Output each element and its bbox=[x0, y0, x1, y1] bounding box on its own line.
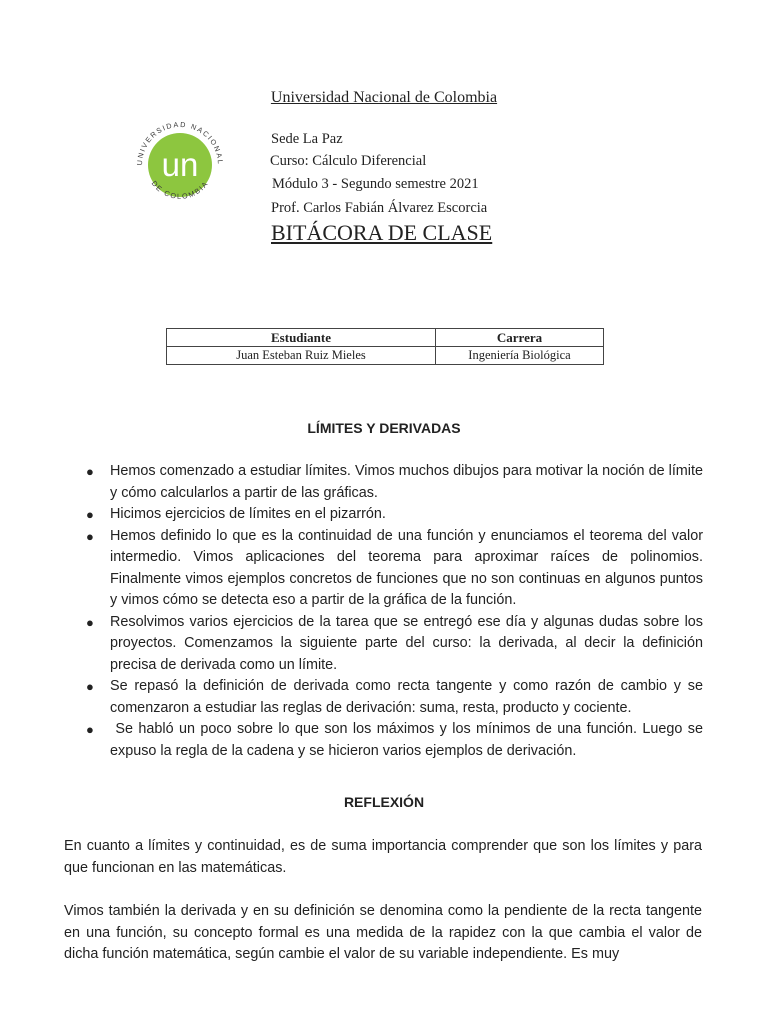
bullet-dot-icon: ● bbox=[86, 722, 94, 737]
document-title: BITÁCORA DE CLASE bbox=[271, 220, 493, 245]
table-header-row bbox=[167, 329, 604, 347]
logo-ring-top: UNIVERSIDAD NACIONAL bbox=[134, 119, 226, 166]
logo-ring-bottom: DE COLOMBIA bbox=[149, 178, 211, 201]
university-logo bbox=[128, 113, 232, 217]
bullet-dot-icon: ● bbox=[86, 464, 94, 479]
student-name-cell: Juan Esteban Ruiz Mieles bbox=[167, 347, 436, 365]
bullet-dot-icon: ● bbox=[86, 614, 94, 630]
table-row bbox=[167, 347, 604, 365]
reflection-paragraph: En cuanto a límites y continuidad, es de suma importancia comprender que son los límites y para que funcionan en las matemáticas. bbox=[64, 838, 702, 876]
limits-bullet-list bbox=[86, 461, 707, 762]
bullet-dot-icon: ● bbox=[86, 507, 94, 522]
logo-monogram: un bbox=[161, 146, 199, 183]
sede-label: Sede La Paz bbox=[271, 131, 343, 147]
list-item-text: Hemos comenzado a estudiar límites. Vimos muchos dibujos para motivar la noción de límite y cómo calcularlos a partir de las gráficas. bbox=[110, 463, 703, 501]
list-item bbox=[86, 461, 703, 504]
list-item-text: Hicimos ejercicios de límites en el pizarrón. bbox=[110, 506, 386, 522]
list-item bbox=[86, 526, 703, 612]
bullet-dot-icon: ● bbox=[86, 528, 94, 544]
list-item bbox=[86, 504, 703, 526]
student-table bbox=[166, 328, 604, 365]
list-item bbox=[86, 719, 707, 762]
university-title: Universidad Nacional de Colombia bbox=[270, 89, 498, 106]
career-cell: Ingeniería Biológica bbox=[436, 347, 604, 365]
bullet-dot-icon: ● bbox=[86, 679, 94, 694]
table-header-career: Carrera bbox=[436, 329, 604, 347]
list-item bbox=[86, 612, 703, 677]
course-label: Curso: Cálculo Diferencial bbox=[270, 153, 427, 169]
list-item bbox=[86, 676, 703, 719]
list-item-text: Se repasó la definición de derivada como recta tangente y como razón de cambio y se comenzaron a estudiar las reglas de derivación: suma, resta, producto y cociente. bbox=[110, 678, 703, 716]
reflection-paragraph: Vimos también la derivada y en su definición se denomina como la pendiente de la recta tangente en una función, su concepto formal es una medida de la rapidez con la que cambia el valor de dicha función matemática, según cambie el valor de su variable independiente. Es muy bbox=[64, 903, 702, 962]
list-item-text: Resolvimos varios ejercicios de la tarea que se entregó ese día y algunas dudas sobre los proyectos. Comenzamos la siguiente parte del curso: la derivada, al decir la definición precisa de derivada como un límite. bbox=[110, 613, 703, 673]
list-item-text: Hemos definido lo que es la continuidad de una función y enunciamos el teorema del valor intermedio. Vimos aplicaciones del teorema para aproximar raíces de polinomios. Finalmente vimos ejemplos concretos de funciones que no son continuas en algunos puntos y vimos cómo se detecta eso a partir de la gráfica de la función. bbox=[110, 527, 703, 608]
professor-label: Prof. Carlos Fabián Álvarez Escorcia bbox=[271, 200, 488, 216]
section-title-reflexion: REFLEXIÓN bbox=[343, 794, 425, 810]
list-item-text: Se habló un poco sobre lo que son los máximos y los mínimos de una función. Luego se expuso la regla de la cadena y se hicieron varios ejemplos de derivación. bbox=[110, 721, 707, 759]
table-header-student: Estudiante bbox=[167, 329, 436, 347]
section-title-limites: LÍMITES Y DERIVADAS bbox=[307, 420, 461, 436]
module-label: Módulo 3 - Segundo semestre 2021 bbox=[272, 176, 479, 192]
